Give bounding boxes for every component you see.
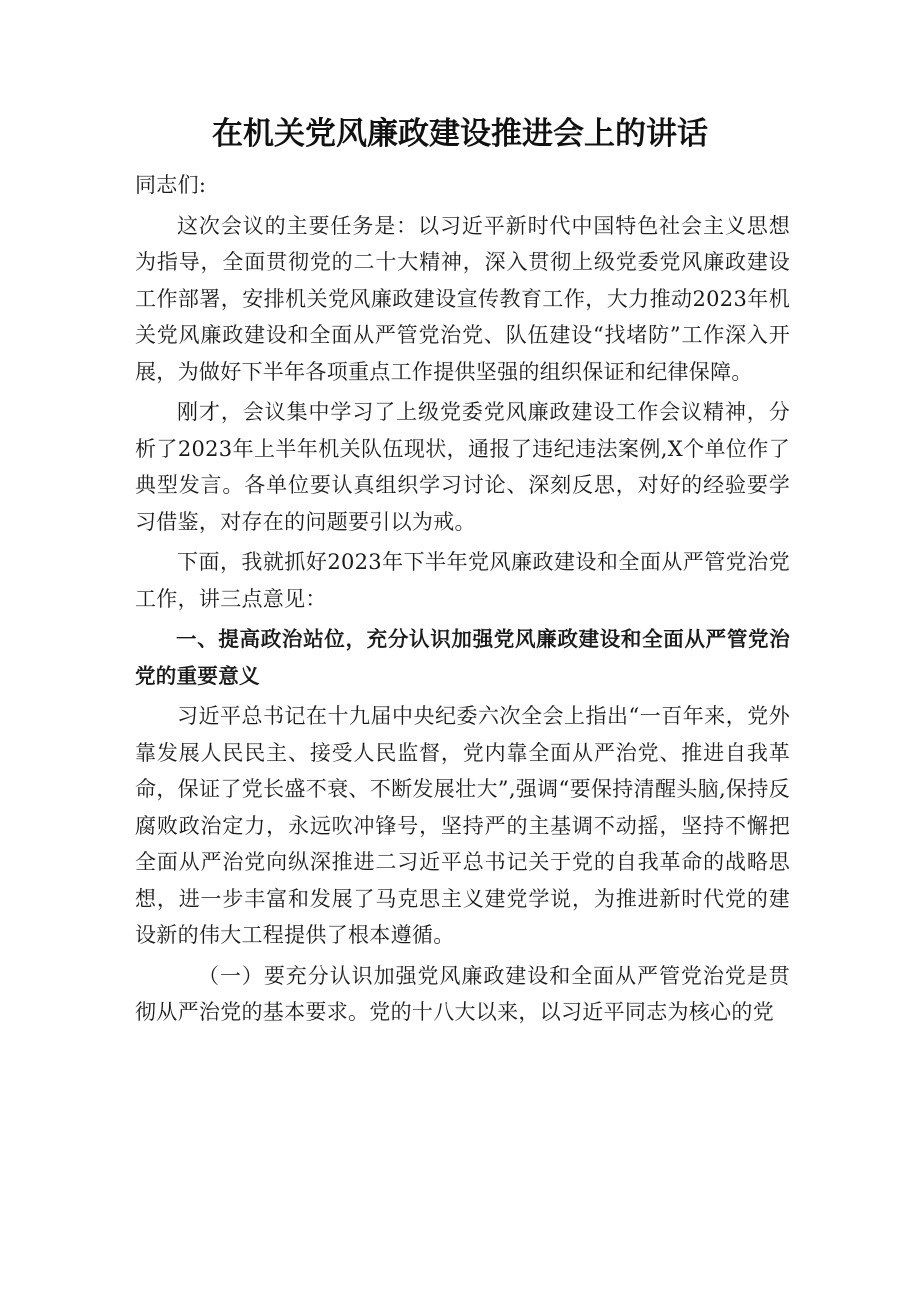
paragraph-intro: 这次会议的主要任务是：以习近平新时代中国特色社会主义思想为指导，全面贯彻党的二十大精神，深入贯彻上级党委党风廉政建设工作部署，安排机关党风廉政建设宣传教育工作，大力推动2023年机关党风廉政建设和全面从严管党治党、队伍建设“找堵防”工作深入开展，为做好下半年各项重点工作提供坚强的组织保证和纪律保障。	[135, 213, 790, 384]
paragraph-outline: 下面，我就抓好2023年下半年党风廉政建设和全面从严管党治党工作，讲三点意见：	[135, 550, 790, 611]
subsection-paragraph: （一）要充分认识加强党风廉政建设和全面从严管党治党是贯彻从严治党的基本要求。党的十八大以来，以习近平同志为核心的党	[135, 963, 790, 1024]
section-paragraph: 习近平总书记在十九届中央纪委六次全会上指出“一百年来，党外靠发展人民民主、接受人民监督，党内靠全面从严治党、推进自我革命，保证了党长盛不衰、不断发展壮大”,强调“要保持清醒头脑,保持反腐败政治定力，永远吹冲锋号，坚持严的主基调不动摇，坚持不懈把全面从严治党向纵深推进二习近平总书记关于党的自我革命的战略思想，进一步丰富和发展了马克思主义建党学说，为推进新时代党的建设新的伟大工程提供了根本遵循。	[135, 704, 790, 947]
section-heading: 一、提高政治站位，充分认识加强党风廉政建设和全面从严管党治党的重要意义	[135, 627, 790, 688]
document-title: 在机关党风廉政建设推进会上的讲话	[212, 116, 708, 152]
salutation: 同志们:	[135, 173, 207, 197]
document-body	[135, 167, 790, 1031]
paragraph-review: 刚才，会议集中学习了上级党委党风廉政建设工作会议精神，分析了2023年上半年机关队伍现状，通报了违纪违法案例,X个单位作了典型发言。各单位要认真组织学习讨论、深刻反思，对好的经验要学习借鉴，对存在的问题要引以为戒。	[135, 400, 790, 534]
